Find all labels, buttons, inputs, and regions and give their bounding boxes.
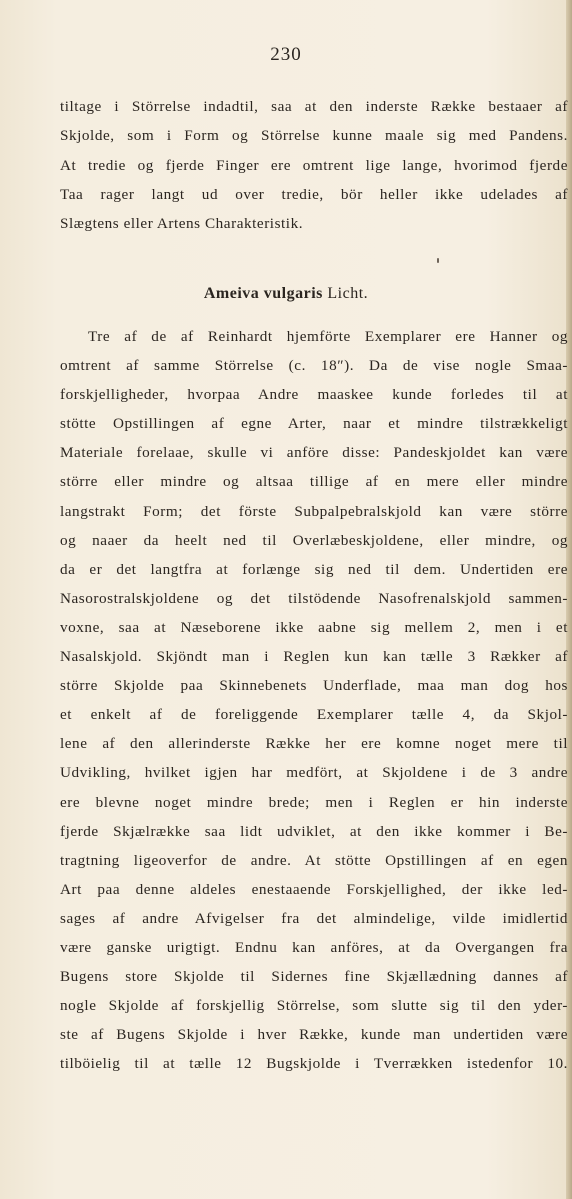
text-line: större Skjolde paa Skinnebenets Underflade, maa man dog hos [60,677,568,695]
text-line: tragtning ligeoverfor de andre. At stötte Opstillingen af en egen [60,851,568,869]
text-line: Tre af de af Reinhardt hjemförte Exemplarer ere Hanner og [88,328,568,345]
text-line: et enkelt af de foreliggende Exemplarer tælle 4, da Skjol- [60,706,568,724]
text-line: og naaer da heelt ned til Overlæbeskjoldene, eller mindre, og [60,531,568,549]
text-line: være ganske urigtigt. Endnu kan anföres, at da Overgangen fra [60,938,568,956]
text-line: voxne, saa at Næseborene ikke aabne sig mellem 2, men i et [60,618,568,636]
text-line: fjerde Skjælrække saa lidt udviklet, at den ikke kommer i Be- [60,822,568,840]
heading-author: Licht. [327,285,369,302]
paragraph-2 [60,322,568,1078]
text-line: At tredie og fjerde Finger ere omtrent lige lange, hvorimod fjerde [60,156,568,174]
page-number: 230 [270,44,302,65]
text-line: Nasalskjold. Skjöndt man i Reglen kun kan tælle 3 Rækker af [60,648,568,666]
text-line: ste af Bugens Skjolde i hver Række, kunde man undertiden være [60,1026,568,1044]
text-line: da er det langtfra at forlænge sig ned til dem. Undertiden ere [60,560,568,578]
paragraph-1 [60,92,568,238]
text-line: Art paa denne aldeles enestaaende Forskjellighed, der ikke led- [60,880,568,898]
heading-genus: Ameiva [203,285,260,302]
text-line: Skjolde, som i Form og Störrelse kunne maale sig med Pandens. [60,127,568,145]
text-line: forskjelligheder, hvorpaa Andre maaskee kunde forledes til at [60,386,568,404]
text-line: omtrent af samme Störrelse (c. 18″). Da de vise nogle Smaa- [60,357,568,375]
text-line: ere blevne noget mindre brede; men i Reglen er hin inderste [60,793,568,811]
text-line: större eller mindre og altsaa tillige af en mere eller mindre [60,473,568,491]
text-line: Udvikling, hvilket igjen har medfört, at Skjoldene i de 3 andre [60,764,568,782]
text-line: lene af den allerinderste Række her ere komne noget mere til [60,735,568,753]
text-line: sages af andre Afvigelser fra det almindelige, vilde imidlertid [60,909,568,927]
text-line: Bugens store Skjolde til Sidernes fine Skjællædning dannes af [60,968,568,986]
heading-species: vulgaris [263,285,323,302]
text-line: Materiale forelaae, skulle vi anföre disse: Pandeskjoldet kan være [60,444,568,462]
text-line: tiltage i Störrelse indadtil, saa at den inderste Række bestaaer af [60,98,568,115]
ink-mark [437,258,439,263]
text-line: Taa rager langt ud over tredie, bör heller ikke udelades af [60,185,568,203]
text-line: nogle Skjolde af forskjellig Störrelse, som slutte sig til den yder- [60,997,568,1015]
text-line: Slægtens eller Artens Charakteristik. [60,215,304,233]
text-line: stötte Opstillingen af egne Arter, naar et mindre tilstrækkeligt [60,415,568,433]
section-heading [0,285,572,303]
text-line: langstrakt Form; det förste Subpalpebralskjold kan være större [60,502,568,520]
text-line: Nasorostralskjoldene og det tilstödende Nasofrenalskjold sammen- [60,589,568,607]
text-line: tilböielig til at tælle 12 Bugskjolde i Tverrækken istedenfor 10. [60,1055,568,1073]
